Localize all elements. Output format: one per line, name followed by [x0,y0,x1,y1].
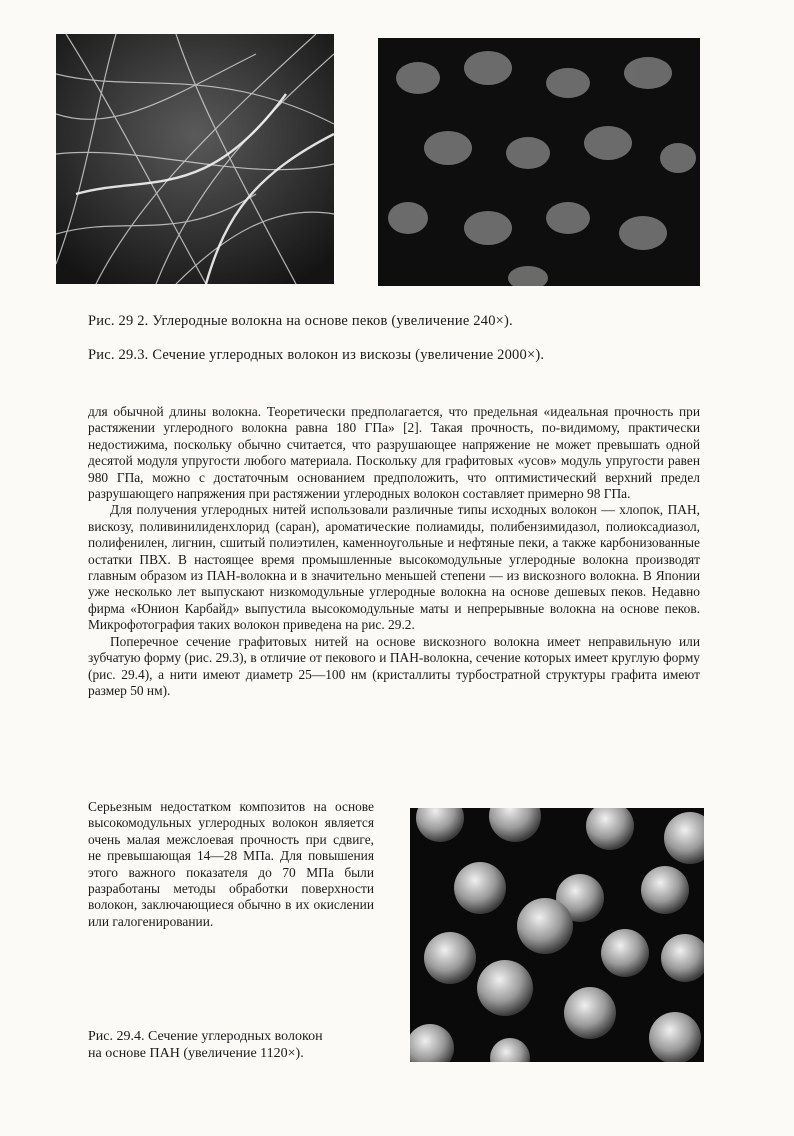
figure-29-4-caption [88,1028,388,1062]
figure-29-4-photo [410,808,704,1062]
main-text [88,404,700,699]
figure-29-4-caption-line2: на основе ПАН (увеличение 1120×). [88,1046,304,1061]
paragraph-2: Для получения углеродных нитей использовали различные типы исходных волокон — хлопок, ПАН, вискозу, поливинилиденхлорид (саран), ароматические полиамиды, полибензимидазол, полиоксадиазол, полифенилен, лигнин, сшитый полиэтилен, каменноугольные и нефтяные пеки, а также карбонизованные остатки ПВХ. В настоящее время промышленные высокомодульные углеродные волокна производят главным образом из ПАН-волокна и в значительно меньшей степени — из вискозного волокна. В Японии уже несколько лет выпускают низкомодульные углеродные волокна на основе дешевых пеков. Недавно фирма «Юнион Карбайд» выпустила высокомодульные маты и непрерывные волокна на основе пеков. Микрофотография таких волокон приведена на рис. 29.2. [88,502,700,633]
pan-cross-section-micrograph [410,808,704,1062]
paragraph-1: для обычной длины волокна. Теоретически предполагается, что предельная «идеальная прочность при растяжении углеродного волокна равна 180 ГПа» [2]. Такая прочность, по-видимому, практически недостижима, поскольку обычно считается, что разрушающее напряжение не может превышать одной десятой модуля упругости любого материала. Поскольку для графитовых «усов» модуль упругости равен 980 ГПа, можно с достаточным основанием предположить, что оптимистический верхний предел разрушающего напряжения при растяжении углеродных волокон составляет примерно 98 ГПа. [88,404,700,502]
paragraph-3: Поперечное сечение графитовых нитей на основе вискозного волокна имеет неправильную или зубчатую форму (рис. 29.3), в отличие от пекового и ПАН-волокна, сечение которых имеет круглую форму (рис. 29.4), а нити имеют диаметр 25—100 нм (кристаллиты турбостратной структуры графита имеют размер 50 нм). [88,633,700,698]
figure-29-2-caption: Рис. 29 2. Углеродные волокна на основе пеков (увеличение 240×). [88,313,513,329]
figure-29-3-photo [378,38,700,286]
viscose-cross-section-micrograph [378,38,700,286]
fibers-micrograph [56,34,334,284]
side-text [88,799,374,930]
figure-29-2-photo [56,34,334,284]
paragraph-4: Серьезным недостатком композитов на основе высокомодульных углеродных волокон является очень малая межслоевая прочность при сдвиге, не превышающая 14—28 МПа. Для повышения этого важного показателя до 70 МПа были разработаны методы обработки поверхности волокон, заключающиеся обычно в их окислении или галогенировании. [88,799,374,929]
figure-29-3-caption: Рис. 29.3. Сечение углеродных волокон из вискозы (увеличение 2000×). [88,347,545,363]
figure-29-4-caption-line1: Рис. 29.4. Сечение углеродных волокон [88,1029,323,1044]
